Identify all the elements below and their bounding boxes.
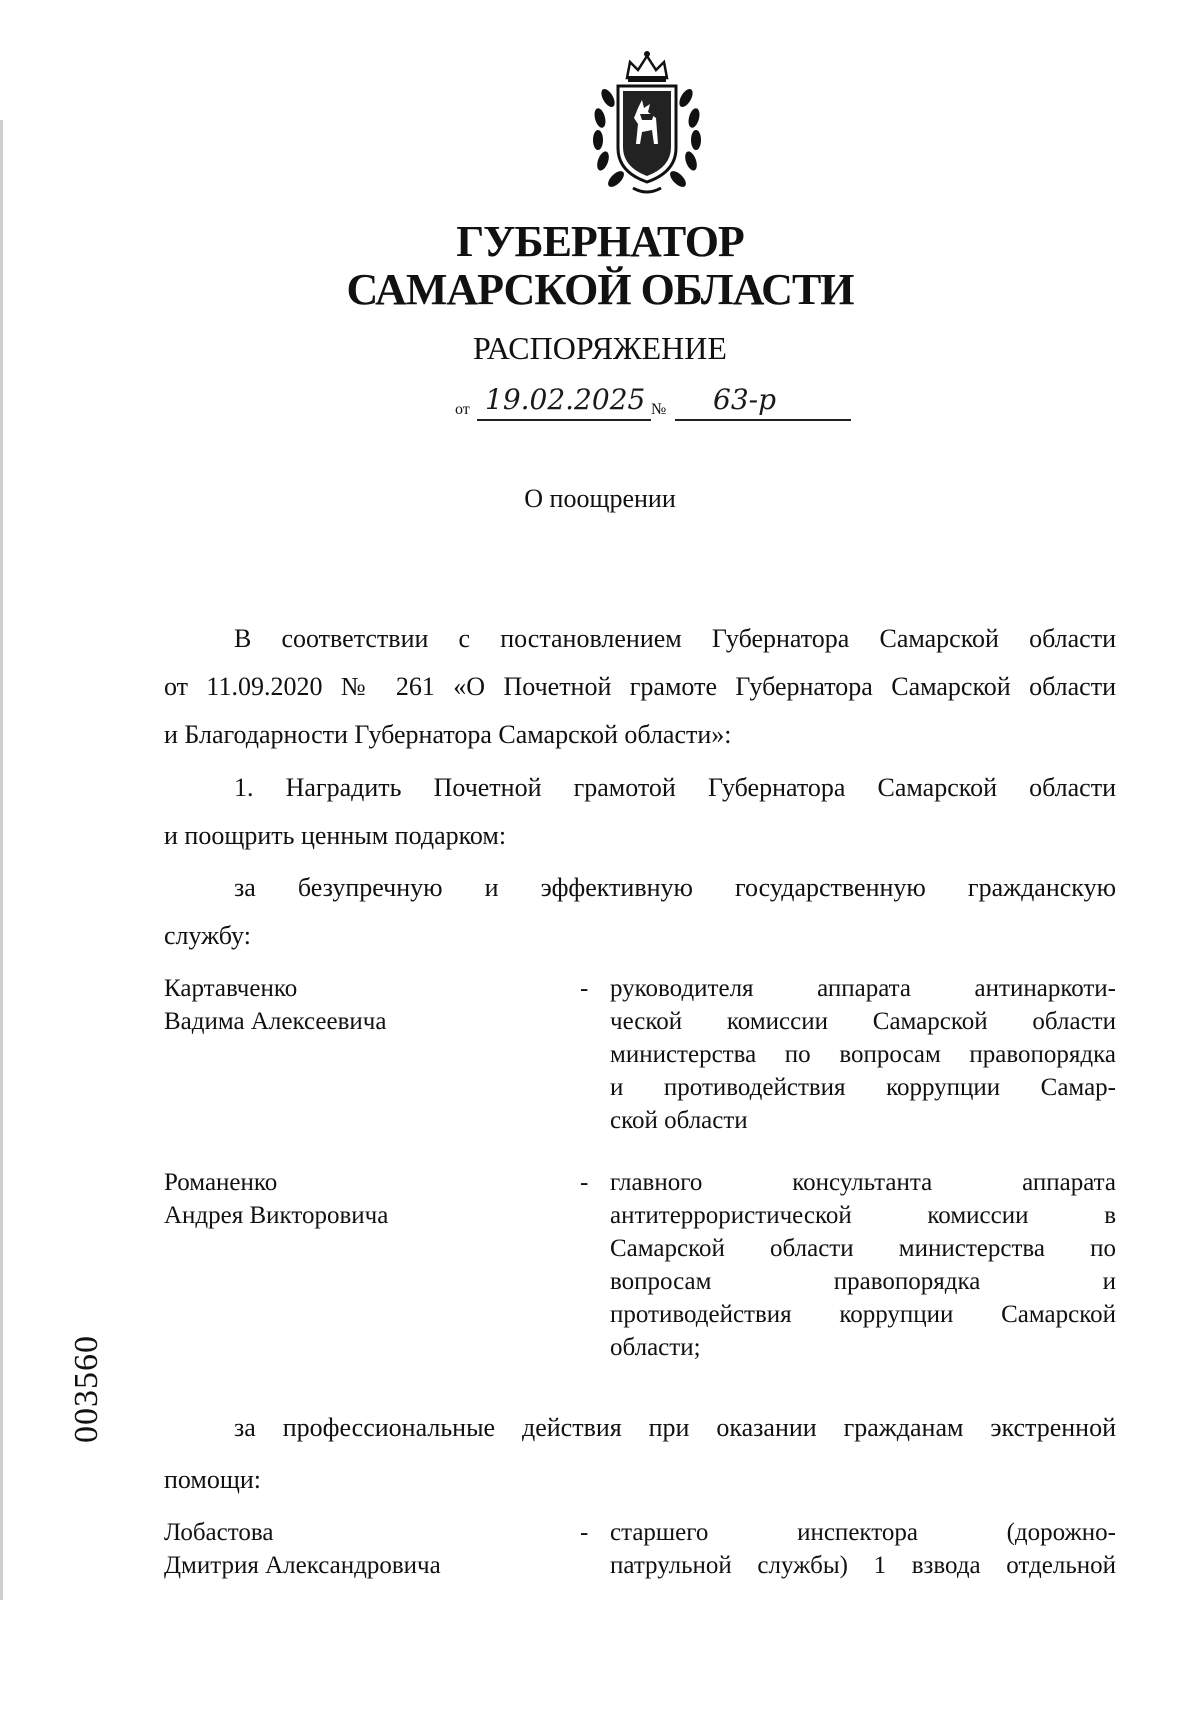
awardee-position bbox=[610, 972, 1116, 1137]
position-line: противодействия коррупции Самарской bbox=[610, 1301, 1116, 1328]
position-line: ческой комиссии Самарской области bbox=[610, 1008, 1116, 1035]
number-prefix: № bbox=[651, 401, 667, 418]
date-underline bbox=[477, 419, 651, 421]
number-underline bbox=[675, 419, 851, 421]
awardee-position bbox=[610, 1166, 1116, 1364]
position-line: и противодействия коррупции Самар- bbox=[610, 1074, 1116, 1101]
category2-line-1: за профессиональные действия при оказании гражданам экстренной bbox=[234, 1413, 1116, 1442]
position-line: главного консультанта аппарата bbox=[610, 1169, 1116, 1196]
category1-line-2: службу: bbox=[164, 921, 251, 950]
position-line: министерства по вопросам правопорядка bbox=[610, 1041, 1116, 1068]
document-subject: О поощрении bbox=[524, 484, 676, 513]
awardee-position bbox=[610, 1516, 1116, 1582]
date-value: 19.02.2025 bbox=[485, 383, 646, 416]
position-line: вопросам правопорядка и bbox=[610, 1268, 1116, 1295]
intro-line-2: от 11.09.2020 № 261 «О Почетной грамоте Губернатора Самарской области bbox=[164, 672, 1116, 701]
position-line: антитеррористической комиссии в bbox=[610, 1202, 1116, 1229]
awardee-dash: - bbox=[580, 1169, 589, 1196]
awardee-surname: Романенко bbox=[164, 1169, 278, 1196]
date-prefix: от bbox=[455, 401, 470, 418]
margin-registration-stamp: 003560 bbox=[68, 1335, 105, 1443]
awardee-surname: Лобастова bbox=[164, 1519, 274, 1546]
intro-line-3: и Благодарности Губернатора Самарской области»: bbox=[164, 720, 732, 749]
awardee-name bbox=[164, 972, 544, 1038]
coat-of-arms-emblem bbox=[578, 48, 716, 198]
position-line: старшего инспектора (дорожно- bbox=[610, 1519, 1116, 1546]
authority-title-line2: САМАРСКОЙ ОБЛАСТИ bbox=[346, 265, 854, 314]
intro-line-1: В соответствии с постановлением Губернатора Самарской области bbox=[234, 624, 1116, 653]
awardee-dash: - bbox=[580, 975, 589, 1002]
awardee-surname: Картавченко bbox=[164, 975, 298, 1002]
position-line: патрульной службы) 1 взвода отдельной bbox=[610, 1552, 1116, 1579]
awardee-name bbox=[164, 1516, 544, 1582]
awardee-given-names: Андрея Викторовича bbox=[164, 1202, 389, 1229]
awardee-given-names: Дмитрия Александровича bbox=[164, 1552, 441, 1579]
authority-title-line1: ГУБЕРНАТОР bbox=[456, 217, 744, 266]
awardee-name bbox=[164, 1166, 544, 1232]
awardee-given-names: Вадима Алексеевича bbox=[164, 1008, 387, 1035]
category1-line-1: за безупречную и эффективную государственную гражданскую bbox=[234, 873, 1116, 902]
position-line: области; bbox=[610, 1334, 701, 1361]
date-number-line bbox=[455, 383, 855, 423]
position-line: Самарской области министерства по bbox=[610, 1235, 1116, 1262]
number-value: 63-р bbox=[713, 383, 777, 416]
item1-line-2: и поощрить ценным подарком: bbox=[164, 821, 507, 850]
awardee-dash: - bbox=[580, 1519, 589, 1546]
document-type: РАСПОРЯЖЕНИЕ bbox=[473, 330, 727, 366]
position-line: ской области bbox=[610, 1107, 748, 1134]
category2-line-2: помощи: bbox=[164, 1465, 262, 1494]
position-line: руководителя аппарата антинаркоти- bbox=[610, 975, 1116, 1002]
item1-line-1: 1. Наградить Почетной грамотой Губернатора Самарской области bbox=[234, 773, 1116, 802]
